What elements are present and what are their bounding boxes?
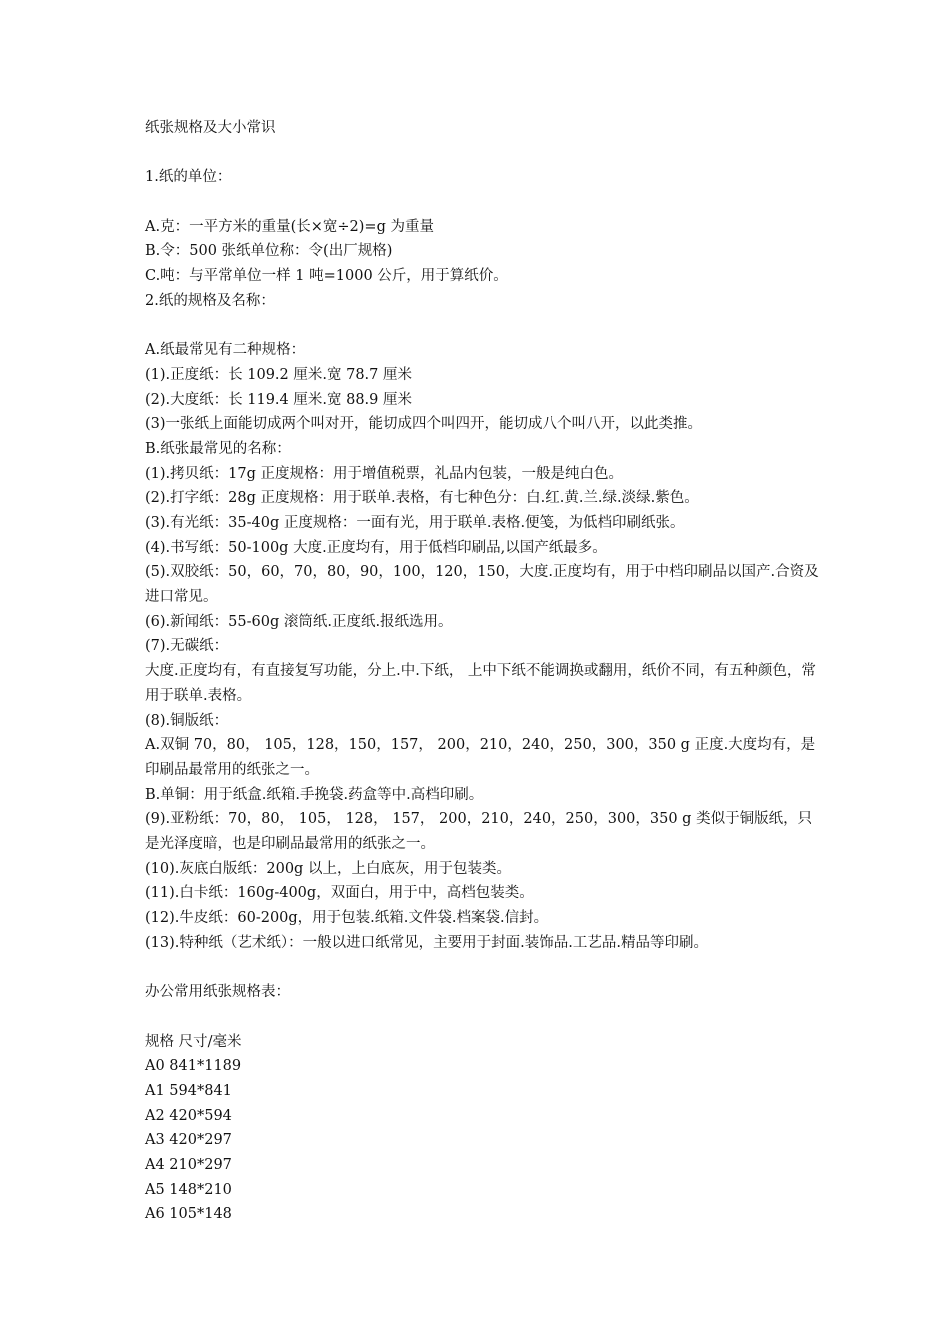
paper-name-item: (4).书写纸：50-100g 大度.正度均有，用于低档印刷品,以国产纸最多。 xyxy=(145,539,607,556)
table-row: A1 594*841 xyxy=(145,1082,232,1099)
names-heading: B.纸张最常见的名称： xyxy=(145,440,291,457)
paper-name-item: (13).特种纸（艺术纸）：一般以进口纸常见，主要用于封面.装饰品.工艺品.精品等印刷。 xyxy=(145,934,708,951)
spacer xyxy=(145,956,825,981)
doc-title: 纸张规格及大小常识 xyxy=(145,120,276,136)
spec-item: (1).正度纸：长 109.2 厘米.宽 78.7 厘米 xyxy=(145,366,412,383)
table-row: A0 841*1189 xyxy=(145,1058,242,1075)
paper-name-item: (10).灰底白版纸：200g 以上，上白底灰，用于包装类。 xyxy=(145,860,511,877)
unit-item-gram: A.克：一平方米的重量(长×宽÷2)=g 为重量 xyxy=(145,218,434,235)
paper-name-item: (8).铜版纸： xyxy=(145,712,229,729)
spacer xyxy=(145,141,825,166)
spec-heading: A.纸最常见有二种规格： xyxy=(145,342,306,359)
table-row: A3 420*297 xyxy=(145,1132,232,1149)
section2-heading: 2.纸的规格及名称： xyxy=(145,292,275,309)
paper-name-item: A.双铜 70，80， 105，128，150，157， 200，210，240，250，300，350 g 正度.大度均有，是印刷品最常用的纸张之一。 xyxy=(145,737,816,778)
paper-name-item: (1).拷贝纸：17g 正度规格：用于增值税票，礼品内包装，一般是纯白色。 xyxy=(145,465,623,482)
paper-name-item: (12).牛皮纸：60-200g，用于包装.纸箱.文件袋.档案袋.信封。 xyxy=(145,910,549,927)
spec-item: (3)一张纸上面能切成两个叫对开，能切成四个叫四开，能切成八个叫八开，以此类推。 xyxy=(145,416,703,433)
table-row: A2 420*594 xyxy=(145,1107,232,1124)
table-row: A5 148*210 xyxy=(145,1181,232,1198)
table-row: A4 210*297 xyxy=(145,1157,232,1173)
paper-name-item: (5).双胶纸：50，60，70，80，90，100，120，150，大度.正度均有，用于中档印刷品以国产.合资及进口常见。 xyxy=(145,564,819,606)
paper-name-item: (7).无碳纸： xyxy=(145,638,229,655)
spacer xyxy=(145,1005,825,1030)
document-body xyxy=(145,116,825,1227)
spacer xyxy=(145,190,825,215)
unit-item-ton: C.吨：与平常单位一样 1 吨=1000 公斤，用于算纸价。 xyxy=(145,268,508,285)
paper-name-item: (11).白卡纸：160g-400g，双面白，用于中，高档包装类。 xyxy=(145,885,534,902)
paper-name-item: (9).亚粉纸：70，80， 105， 128， 157， 200，210，240，250，300，350 g 类似于铜版纸，只是光泽度暗，也是印刷品最常用的纸张之一。 xyxy=(145,811,813,853)
paper-name-item: (6).新闻纸：55-60g 滚筒纸.正度纸.报纸选用。 xyxy=(145,613,453,630)
paper-name-item: (3).有光纸：35-40g 正度规格：一面有光，用于联单.表格.便笺，为低档印刷纸张。 xyxy=(145,515,685,531)
unit-item-ream: B.令：500 张纸单位称：令(出厂规格) xyxy=(145,243,393,260)
table-row: A6 105*148 xyxy=(145,1206,232,1223)
spec-item: (2).大度纸：长 119.4 厘米.宽 88.9 厘米 xyxy=(145,391,412,408)
spacer xyxy=(145,314,825,339)
paper-name-item: (2).打字纸：28g 正度规格：用于联单.表格，有七种色分：白.红.黄.兰.绿.淡绿.紫色。 xyxy=(145,490,699,507)
table-heading: 办公常用纸张规格表： xyxy=(145,984,290,1001)
section1-heading: 1.纸的单位： xyxy=(145,169,232,186)
paper-name-item: B.单铜：用于纸盒.纸箱.手挽袋.药盒等中.高档印刷。 xyxy=(145,786,484,803)
table-header: 规格 尺寸/毫米 xyxy=(145,1033,242,1050)
paper-name-item: 大度.正度均有，有直接复写功能，分上.中.下纸， 上中下纸不能调换或翻用，纸价不同，有五种颜色，常用于联单.表格。 xyxy=(145,663,816,704)
